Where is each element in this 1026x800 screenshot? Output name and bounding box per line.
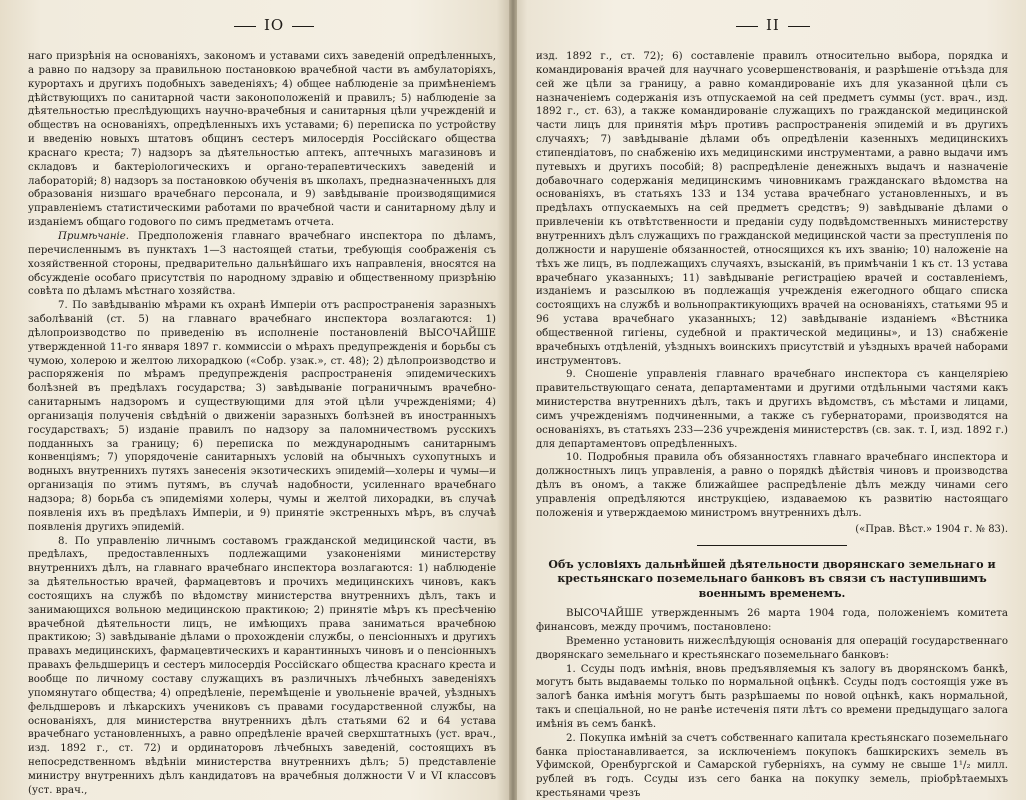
paragraph: Временно установить нижеслѣдующія основанія для операцій государственнаго дворянскаго земельнаго и крестьянскаго поземельнаго банковъ:	[536, 635, 1008, 661]
note-paragraph	[28, 230, 496, 299]
paragraph: 10. Подробныя правила объ обязанностяхъ главнаго врачебнаго инспектора и должностныхъ лицъ управленія, а равно о порядкѣ дѣйствія чиновъ и производства дѣлъ въ ономъ, а также ближайшее распредѣленіе дѣлъ между чинами сего управленія опредѣляются инструкціею, издаваемою къ развитію настоящаго положенія и утверждаемою министромъ внутреннихъ дѣлъ.	[536, 452, 1008, 519]
paragraph: наго призрѣнія на основаніяхъ, закономъ и уставами сихъ заведеній опредѣленныхъ, а равно по надзору за правильною постановкою врачебной части въ амбулаторіяхъ, курортахъ и другихъ подобныхъ заведеніяхъ; 4) общее наблюденіе за примѣненіемъ дѣйствующихъ по санитарной части законоположеній и правилъ; 5) наблюденіе за дѣятельностью преслѣдующихъ научно-врачебныя и санитарныя цѣли учрежденій и обществъ на основаніяхъ, опредѣленныхъ ихъ уставами; 6) переписка по устройству и введенію новыхъ штатовъ общинъ сестеръ милосердія Россійскаго общества краснаго креста; 7) надзоръ за дѣятельностью аптекъ, аптечныхъ магазиновъ и складовъ и бактеріологическихъ и органо-терапевтическихъ заведеній и лабораторій; 8) надзоръ за постановкою обученія въ школахъ, предназначенныхъ для образованія низшаго врачебнаго персонала, и 9) завѣдываніе производящимися управленіемъ статистическими работами по врачебной части и санитарному дѣлу и изданіемъ общаго годового по симъ предметамъ отчета.	[28, 51, 496, 229]
page-number-right: II	[728, 16, 818, 34]
page-number-left: IO	[226, 16, 322, 34]
note-text: Предположенія главнаго врачебнаго инспектора по дѣламъ, перечисленнымъ въ пунктахъ 1—3 настоящей статьи, требующія соображенія съ хозяйственной стороны, предварительно дальнѣйшаго ихъ направленія, вносятся на обсужденіе особаго присутствія по народному здравію и общественному призрѣнію совѣта по дѣламъ мѣстнаго хозяйства.	[28, 230, 496, 298]
source-citation: («Прав. Вѣст.» 1904 г. № 83).	[855, 523, 1008, 535]
section-divider	[697, 545, 847, 546]
paragraph: 8. По управленію личнымъ составомъ гражданской медицинской части, въ предѣлахъ, предоставленныхъ подлежащими узаконеніями министерству внутреннихъ дѣлъ, на главнаго врачебнаго инспектора возлагаются: 1) наблюденіе за дѣятельностью врачей, фармацевтовъ и прочихъ медицинскихъ чиновъ, какъ состоящихъ на службѣ по вѣдомству министерства внутреннихъ дѣлъ, такъ и занимающихся вольною медицинскою практикою; 2) принятіе мѣръ къ пресѣченію врачебной дѣятельности лицъ, не имѣющихъ права заниматься врачебною практикою; 3) завѣдываніе дѣлами о прохожденіи службы, о пенсіонныхъ и другихъ правахъ медицинскихъ, фармацевтическихъ и карантинныхъ чиновъ и о пенсіонныхъ правахъ фельдшерицъ и сестеръ милосердія Россійскаго общества краснаго креста и вообще по личному составу служащихъ въ различныхъ лѣчебныхъ заведеніяхъ упомянутаго общества; 4) опредѣленіе, перемѣщеніе и увольненіе врачей, уѣздныхъ фельдшеровъ и лѣкарскихъ учениковъ съ правами государственной службы, на основаніяхъ, для министерства внутреннихъ дѣлъ статьями 62 и 64 устава врачебнаго установленныхъ, а равно опредѣленіе врачей сверхштатныхъ (уст. врач., изд. 1892 г., ст. 72) и ординаторовъ лѣчебныхъ заведеній, состоящихъ въ непосредственномъ вѣдѣніи министерства внутреннихъ дѣлъ; 5) представленіе министру внутреннихъ дѣлъ кандидатовъ на врачебныя должности V и VI классовъ (уст. врач.,	[28, 535, 496, 796]
left-page	[0, 0, 512, 800]
section-heading: Объ условіяхъ дальнѣйшей дѣятельности дворянскаго земельнаго и крестьянскаго поземельнаго банковъ въ связи съ наступившимъ военнымъ временемъ.	[548, 557, 996, 600]
paragraph: 1. Ссуды подъ имѣнія, вновь предъявляемыя къ залогу въ дворянскомъ банкѣ, могутъ быть выдаваемы только по нормальной оцѣнкѣ. Ссуды подъ состоящія уже въ залогѣ банка имѣнія могутъ быть разрѣшаемы по новой оцѣнкѣ, какъ нормальной, такъ и спеціальной, но не ранѣе истеченія пяти лѣтъ со времени предыдущаго залога имѣнія въ семъ банкѣ.	[536, 663, 1008, 730]
right-page	[512, 0, 1026, 800]
book-gutter	[509, 0, 517, 800]
paragraph: 9. Сношеніе управленія главнаго врачебнаго инспектора съ канцеляріею правительствующаго сената, департаментами и другими отдѣльными частями какъ министерства внутреннихъ дѣлъ, такъ и другихъ вѣдомствъ, съ мѣстами и лицами, симъ учрежденіямъ подчиненными, а также съ губернаторами, производятся на основаніяхъ, въ статьяхъ 233—236 учрежденія министерствъ (св. зак. т. I, изд. 1892 г.) для департаментовъ опредѣленныхъ.	[536, 369, 1008, 450]
paragraph: 2. Покупка имѣній за счетъ собственнаго капитала крестьянскаго поземельнаго банка пріостанавливается, за исключеніемъ покупокъ башкирскихъ земель въ Уфимской, Оренбургской и Самарской губерніяхъ, на сумму не свыше 1¹/₂ милл. рублей въ годъ. Ссуды изъ сего банка на покупку земель, пріобрѣтаемыхъ крестьянами чрезъ	[536, 732, 1008, 800]
note-label: Примѣчаніе.	[58, 230, 130, 242]
paragraph: ВЫСОЧАЙШЕ утвержденнымъ 26 марта 1904 года, положеніемъ комитета финансовъ, между прочимъ, постановлено:	[536, 608, 1008, 634]
paragraph: изд. 1892 г., ст. 72); 6) составленіе правилъ относительно выбора, порядка и командированія врачей для научнаго усовершенствованія, и разрѣшеніе отъѣзда для сей же цѣли за границу, а равно командированіе ихъ для указанной цѣли съ назначеніемъ содержанія изъ отпускаемой на сей предметъ суммы (уст. врач., изд. 1892 г., ст. 63), а также командированіе служащихъ по гражданской медицинской части лицъ для принятія мѣръ противъ распространенія эпидемій и въ другихъ случаяхъ; 7) завѣдываніе дѣлами объ опредѣленіи казенныхъ медицинскихъ стипендіатовъ, по снабженію ихъ медицинскими инструментами, а равно выдачи имъ путевыхъ и другихъ пособій; 8) распредѣленіе денежныхъ выдачъ и назначеніе добавочнаго содержанія медицинскимъ чиновникамъ гражданскаго вѣдомства на основаніяхъ, въ статьяхъ 133 и 134 устава врачебнаго установленныхъ, и въ предѣлахъ отпускаемыхъ на сей предметъ средствъ; 9) завѣдываніе дѣлами о привлеченіи къ отвѣтственности и преданіи суду подвѣдомственныхъ министерству внутреннихъ дѣлъ служащихъ по гражданской медицинской части за преступленія по должности и нарушеніе обязанностей, относящихся къ ихъ званію; 10) наложеніе на тѣхъ же лицъ, въ подлежащихъ случаяхъ, взысканій, въ примѣчаніи 1 къ ст. 13 устава врачебнаго указанныхъ; 11) завѣдываніе регистраціею врачей и составленіемъ, изданіемъ и разсылкою въ подлежащія учрежденія ежегодного общаго списка состоящихъ на службѣ и вольнопрактикующихъ врачей на основаніяхъ, статьями 95 и 96 устава врачебнаго указанныхъ; 12) завѣдываніе изданіемъ «Вѣстника общественной гигіены, судебной и практической медицины», и 13) снабженіе врачебныхъ отдѣленій, уѣздныхъ воинскихъ присутствій и уѣздныхъ врачей наборами инструментовъ.	[536, 51, 1008, 367]
paragraph: 7. По завѣдыванію мѣрами къ охранѣ Имперіи отъ распространенія заразныхъ заболѣваній (ст. 5) на главнаго врачебнаго инспектора возлагаются: 1) дѣлопроизводство по приведенію въ исполненіе постановленій ВЫСОЧАЙШЕ утвержденной 11-го января 1897 г. коммиссіи о мѣрахъ предупрежденія и борьбы съ чумою, холерою и желтою лихорадкою («Собр. узак.», ст. 48); 2) дѣлопроизводство и распоряженія по мѣрамъ предупрежденія распространенія эпидемическихъ болѣзней въ предѣлахъ государства; 3) завѣдываніе пограничнымъ врачебно-санитарнымъ надзоромъ и существующими для этой цѣли учрежденіями; 4) организація полученія свѣдѣній о движеніи заразныхъ болѣзней въ иностранныхъ государствахъ; 5) изданіе правилъ по надзору за паломничествомъ русскихъ подданныхъ за границу; 6) переписка по международнымъ санитарнымъ конвенціямъ; 7) упорядоченіе санитарныхъ условій на обычныхъ сухопутныхъ и водныхъ внутреннихъ путяхъ занесенія экзотическихъ эпидемій—холеры и чумы—и организація по этимъ путямъ, въ случаѣ надобности, усиленнаго врачебнаго надзора; 8) борьба съ эпидеміями холеры, чумы и желтой лихорадки, въ случаѣ появленія ихъ въ предѣлахъ Имперіи, и 9) принятіе экстренныхъ мѣръ, въ случаѣ появленія другихъ эпидемій.	[28, 300, 496, 533]
